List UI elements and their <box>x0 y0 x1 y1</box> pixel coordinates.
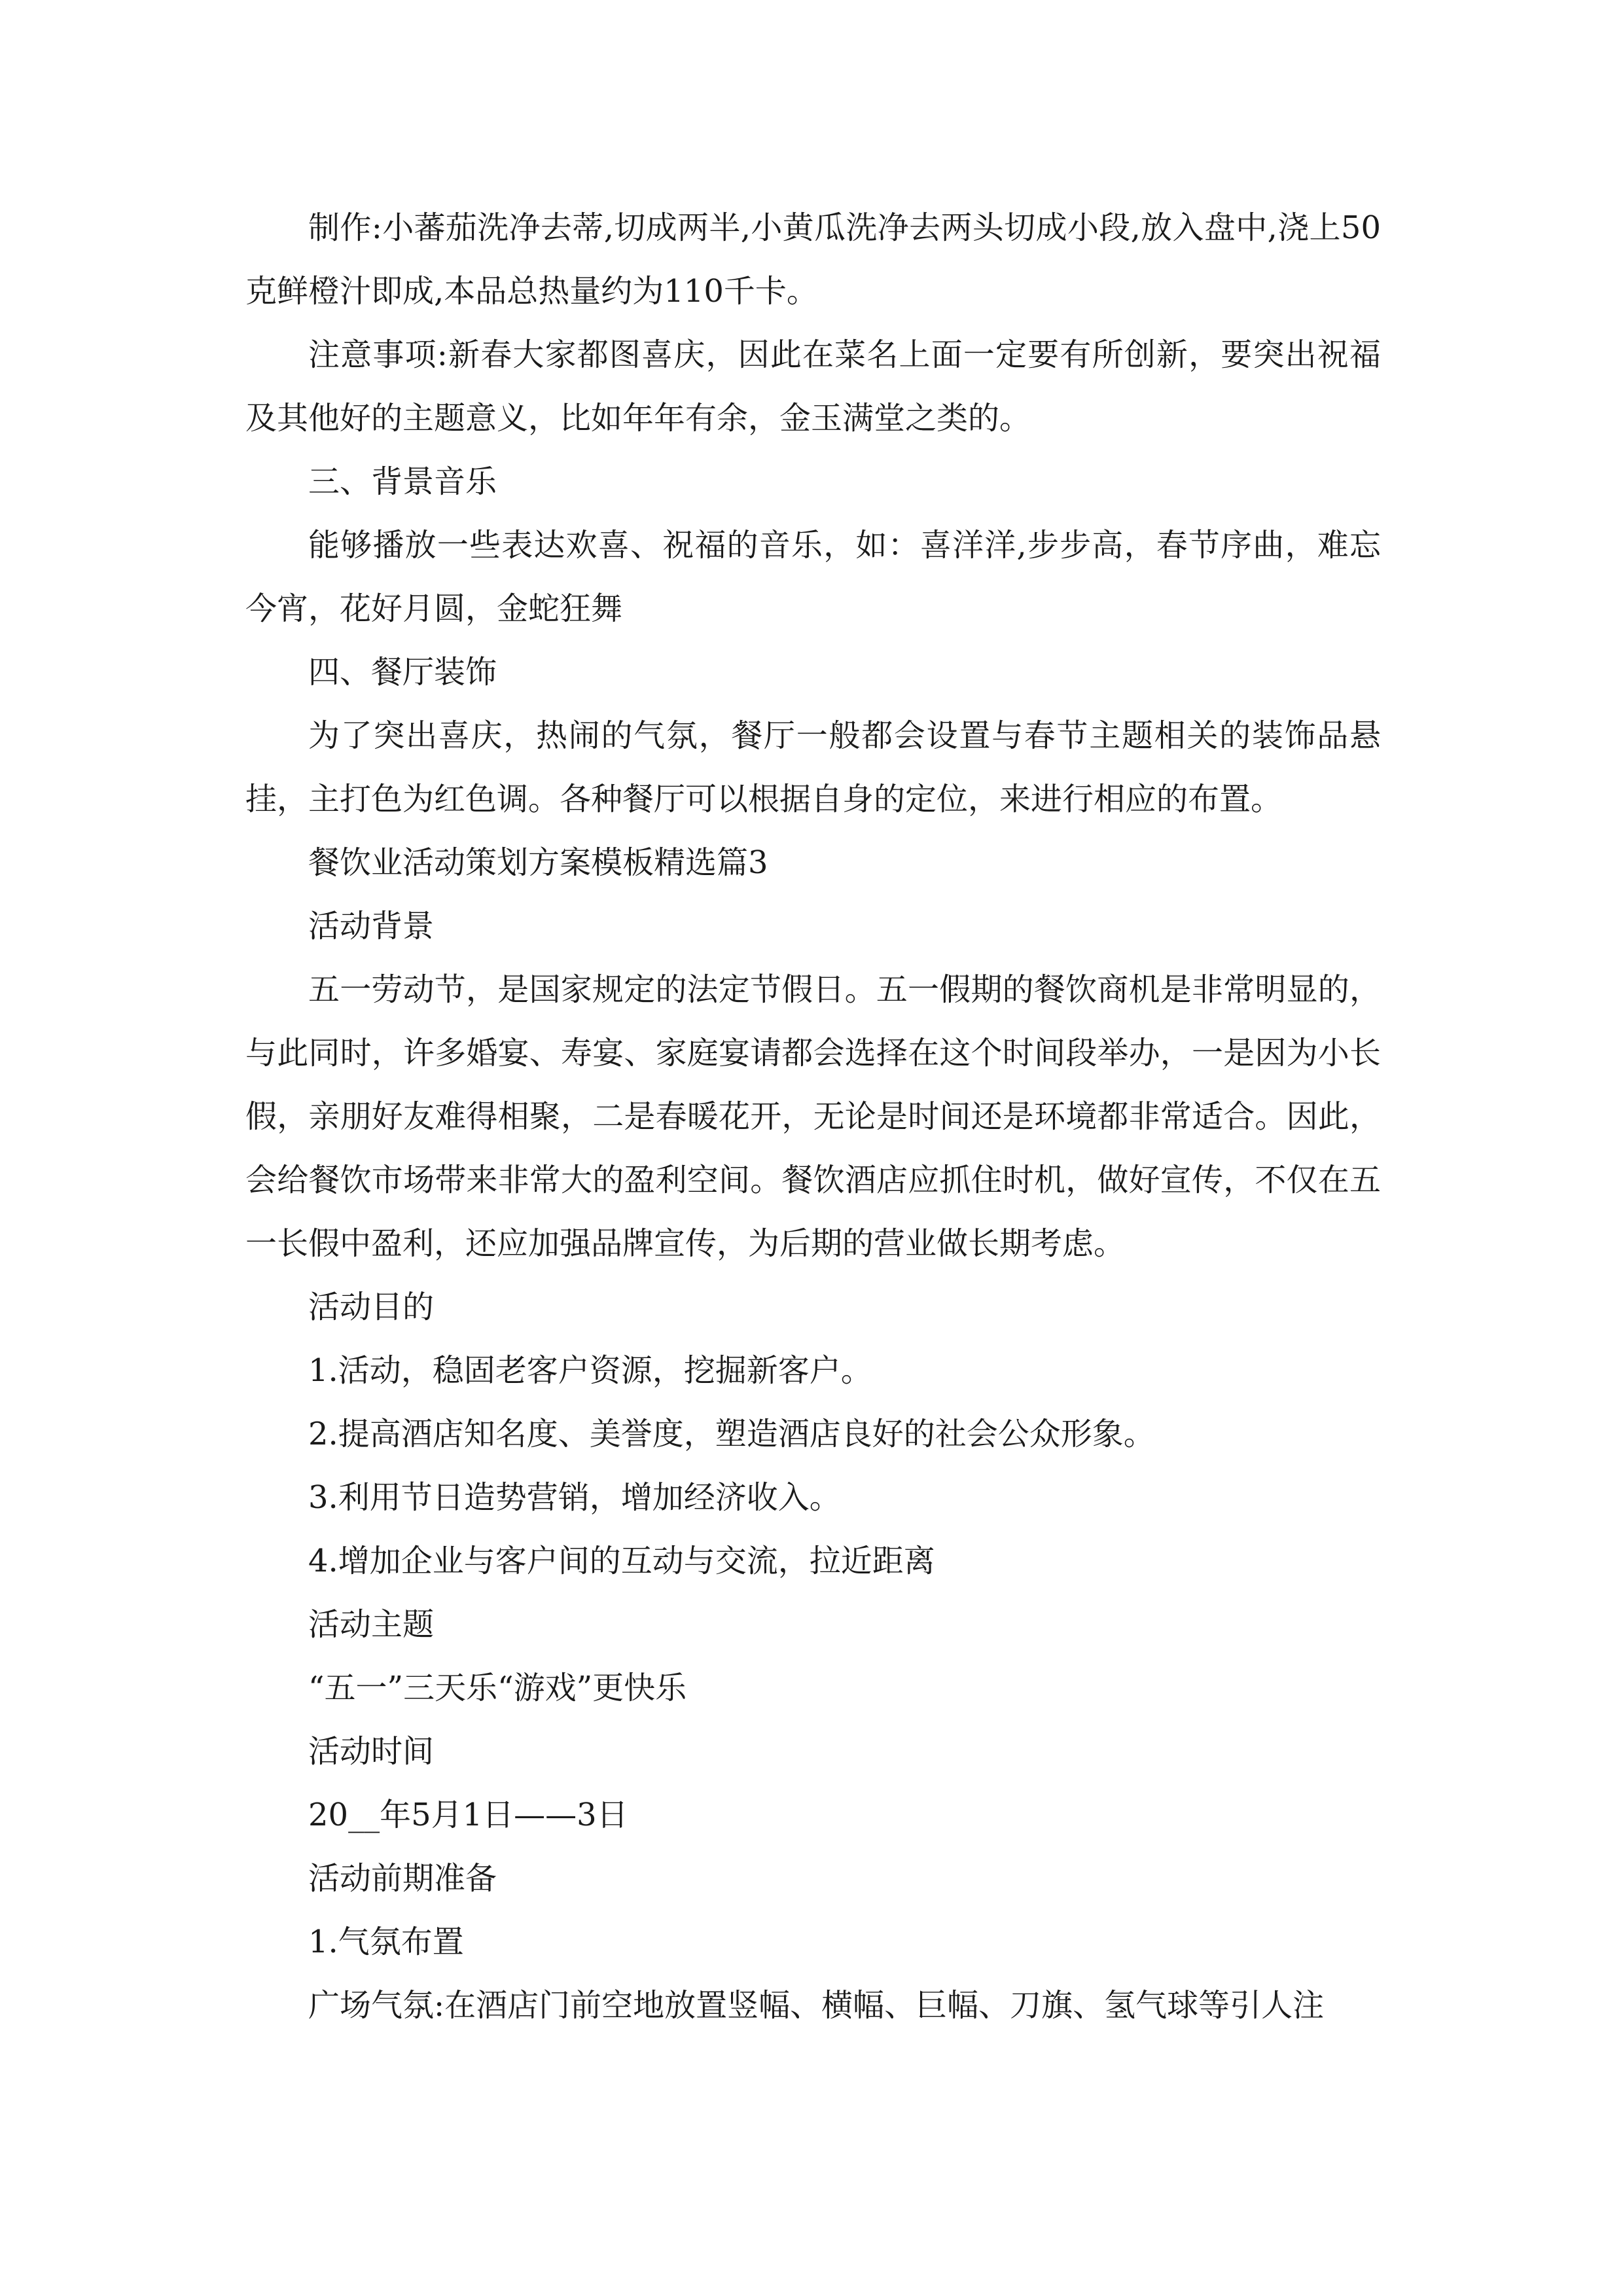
list-item-atmosphere: 1.气氛布置 <box>308 1924 464 1960</box>
heading-background-music: 三、背景音乐 <box>308 463 497 500</box>
paragraph-preparation: 制作:小蕃茄洗净去蒂,切成两半,小黄瓜洗净去两头切成小段,放入盘中,浇上50克鲜橙汁即成,本品总热量约为110千卡。 <box>245 209 1381 310</box>
paragraph-square-atmosphere: 广场气氛:在酒店门前空地放置竖幅、横幅、巨幅、刀旗、氢气球等引人注 <box>308 1987 1325 2024</box>
list-item-purpose-4: 4.增加企业与客户间的互动与交流，拉近距离 <box>308 1543 935 1579</box>
list-item-purpose-1: 1.活动，稳固老客户资源，挖掘新客户。 <box>308 1352 872 1389</box>
heading-preparation: 活动前期准备 <box>308 1860 497 1897</box>
list-item-purpose-3: 3.利用节日造势营销，增加经济收入。 <box>308 1479 841 1516</box>
paragraph-decoration: 为了突出喜庆，热闹的气氛，餐厅一般都会设置与春节主题相关的装饰品悬挂，主打色为红色调。各种餐厅可以根据自身的定位，来进行相应的布置。 <box>245 717 1381 817</box>
heading-activity-theme: 活动主题 <box>308 1606 435 1643</box>
heading-activity-time: 活动时间 <box>308 1733 435 1770</box>
paragraph-notes: 注意事项:新春大家都图喜庆，因此在菜名上面一定要有所创新，要突出祝福及其他好的主题意义，比如年年有余，金玉满堂之类的。 <box>245 336 1381 437</box>
paragraph-activity-background: 五一劳动节，是国家规定的法定节假日。五一假期的餐饮商机是非常明显的，与此同时，许多婚宴、寿宴、家庭宴请都会选择在这个时间段举办，一是因为小长假，亲朋好友难得相聚，二是春暖花开，无论是时间还是环境都非常适合。因此，会给餐饮市场带来非常大的盈利空间。餐饮酒店应抓住时机，做好宣传，不仅在五一长假中盈利，还应加强品牌宣传，为后期的营业做长期考虑。 <box>245 971 1381 1262</box>
heading-activity-purpose: 活动目的 <box>308 1289 435 1325</box>
paragraph-activity-theme: “五一”三天乐“游戏”更快乐 <box>308 1670 687 1706</box>
heading-restaurant-decoration: 四、餐厅装饰 <box>308 654 497 691</box>
list-item-purpose-2: 2.提高酒店知名度、美誉度，塑造酒店良好的社会公众形象。 <box>308 1416 1155 1452</box>
heading-activity-background: 活动背景 <box>308 908 435 944</box>
paragraph-music: 能够播放一些表达欢喜、祝福的音乐，如：喜洋洋,步步高，春节序曲，难忘今宵，花好月圆，金蛇狂舞 <box>245 527 1381 627</box>
heading-template-3: 餐饮业活动策划方案模板精选篇3 <box>308 844 768 881</box>
document-body <box>245 196 1381 2037</box>
paragraph-activity-time: 20__年5月1日——3日 <box>308 1797 628 1833</box>
